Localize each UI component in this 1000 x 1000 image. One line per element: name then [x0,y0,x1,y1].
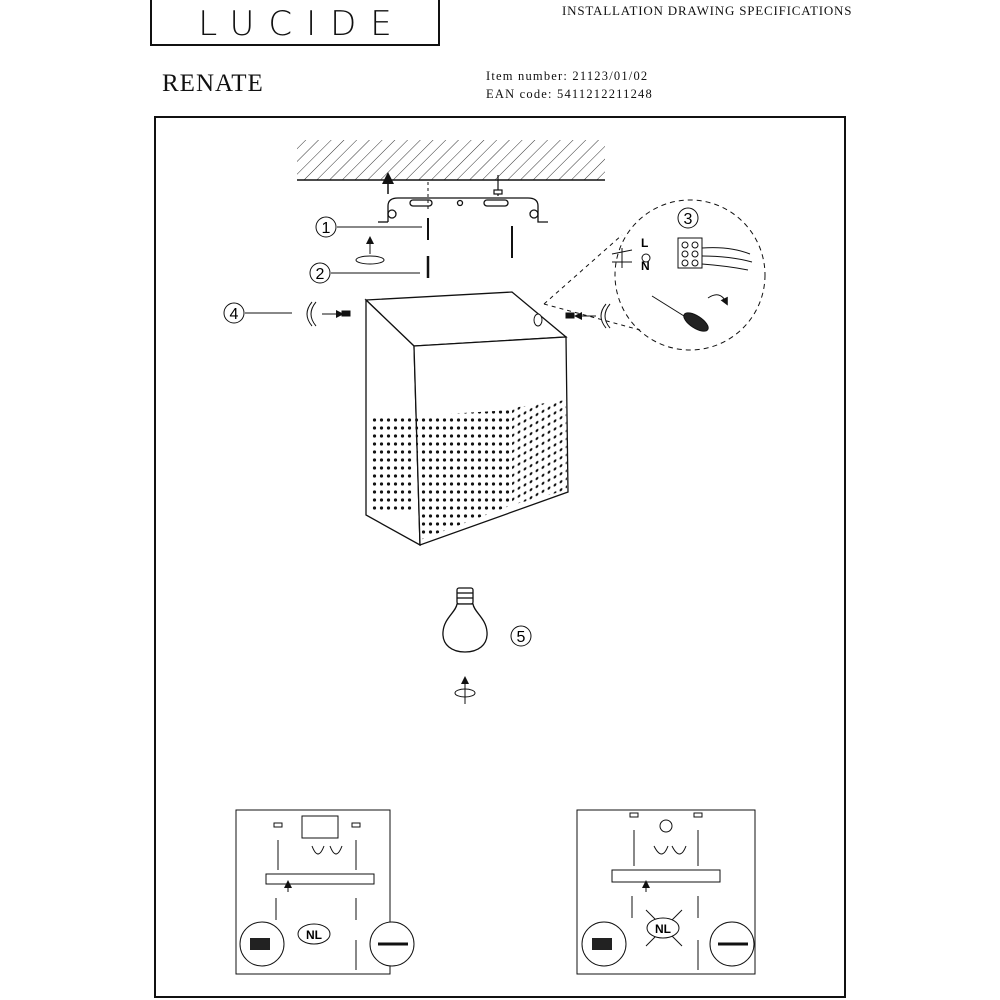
lamp-housing [366,292,568,545]
brand-logo-text: LUCIDE [198,4,406,44]
item-number: Item number: 21123/01/02 [486,69,649,83]
rotate-icon [356,240,384,264]
inset-right [577,810,755,974]
callout-5 [511,626,531,646]
side-screw-icon-right [566,304,610,328]
wiring-detail [544,200,765,350]
rotate-bulb-icon [455,680,475,704]
callout-1 [316,217,422,237]
svg-text:4: 4 [229,306,239,323]
callout-3: 3 [683,211,693,228]
wire-label-live: L [641,236,649,250]
mounting-bracket [378,198,548,222]
screw-icon [428,175,512,278]
light-bulb [443,588,487,652]
product-name: RENATE [162,70,264,97]
document-title: INSTALLATION DRAWING SPECIFICATIONS [562,3,853,18]
callout-4 [224,303,292,323]
ean-code: EAN code: 5411212211248 [486,87,653,101]
nl-badge-right: NL [655,922,671,936]
side-screw-icon [307,302,350,326]
ceiling-hatch [297,140,605,180]
wire-label-neutral: N [641,259,650,273]
svg-text:5: 5 [516,629,526,646]
svg-text:1: 1 [321,220,331,237]
svg-text:2: 2 [315,266,325,283]
nl-badge-left: NL [306,928,322,942]
callout-2 [310,263,420,283]
inset-left [236,810,414,974]
